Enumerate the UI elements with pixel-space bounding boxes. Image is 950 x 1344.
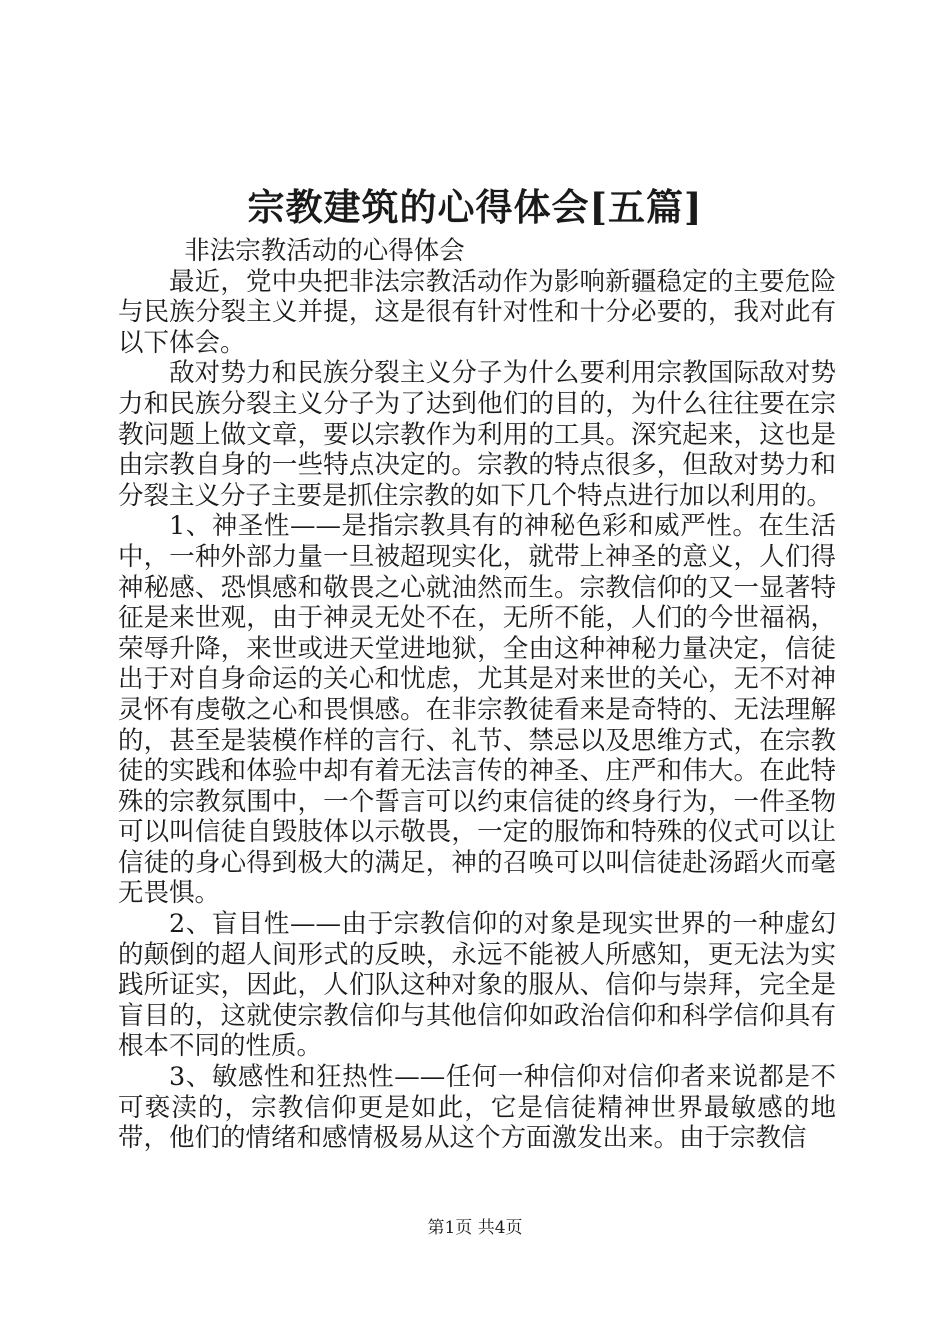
paragraph: 2、盲目性——由于宗教信仰的对象是现实世界的一种虚幻的颠倒的超人间形式的反映，永远不能被人所感知，更无法为实践所证实，因此，人们队这种对象的服从、信仰与崇拜，完全是盲目的，这就使宗教信仰与其他信仰如政治信仰和科学信仰具有根本不同的性质。 bbox=[118, 909, 836, 1062]
document-body bbox=[118, 236, 836, 1154]
paragraph: 3、敏感性和狂热性——任何一种信仰对信仰者来说都是不可亵渎的，宗教信仰更是如此，它是信徒精神世界最敏感的地带，他们的情绪和感情极易从这个方面激发出来。由于宗教信 bbox=[118, 1062, 836, 1154]
document-title: 宗教建筑的心得体会[五篇] bbox=[247, 185, 703, 229]
paragraph: 敌对势力和民族分裂主义分子为什么要利用宗教国际敌对势力和民族分裂主义分子为了达到他们的目的，为什么往往要在宗教问题上做文章，要以宗教作为利用的工具。深究起来，这也是由宗教自身的一些特点决定的。宗教的特点很多，但敌对势力和分裂主义分子主要是抓住宗教的如下几个特点进行加以利用的。 bbox=[118, 358, 836, 511]
page-number-footer: 第1页 共4页 bbox=[427, 1218, 523, 1238]
paragraph: 1、神圣性——是指宗教具有的神秘色彩和威严性。在生活中，一种外部力量一旦被超现实化，就带上神圣的意义，人们得神秘感、恐惧感和敬畏之心就油然而生。宗教信仰的又一显著特征是来世观，由于神灵无处不在，无所不能，人们的今世福祸，荣辱升降，来世或进天堂进地狱，全由这种神秘力量决定，信徒出于对自身命运的关心和忧虑，尤其是对来世的关心，无不对神灵怀有虔敬之心和畏惧感。在非宗教徒看来是奇特的、无法理解的，甚至是装模作样的言行、礼节、禁忌以及思维方式，在宗教徒的实践和体验中却有着无法言传的神圣、庄严和伟大。在此特殊的宗教氛围中，一个誓言可以约束信徒的终身行为，一件圣物可以叫信徒自毁肢体以示敬畏，一定的服饰和特殊的仪式可以让信徒的身心得到极大的满足，神的召唤可以叫信徒赴汤蹈火而毫无畏惧。 bbox=[118, 511, 836, 909]
section-heading: 非法宗教活动的心得体会 bbox=[184, 236, 465, 266]
paragraph: 最近，党中央把非法宗教活动作为影响新疆稳定的主要危险与民族分裂主义并提，这是很有针对性和十分必要的，我对此有以下体会。 bbox=[118, 266, 836, 358]
